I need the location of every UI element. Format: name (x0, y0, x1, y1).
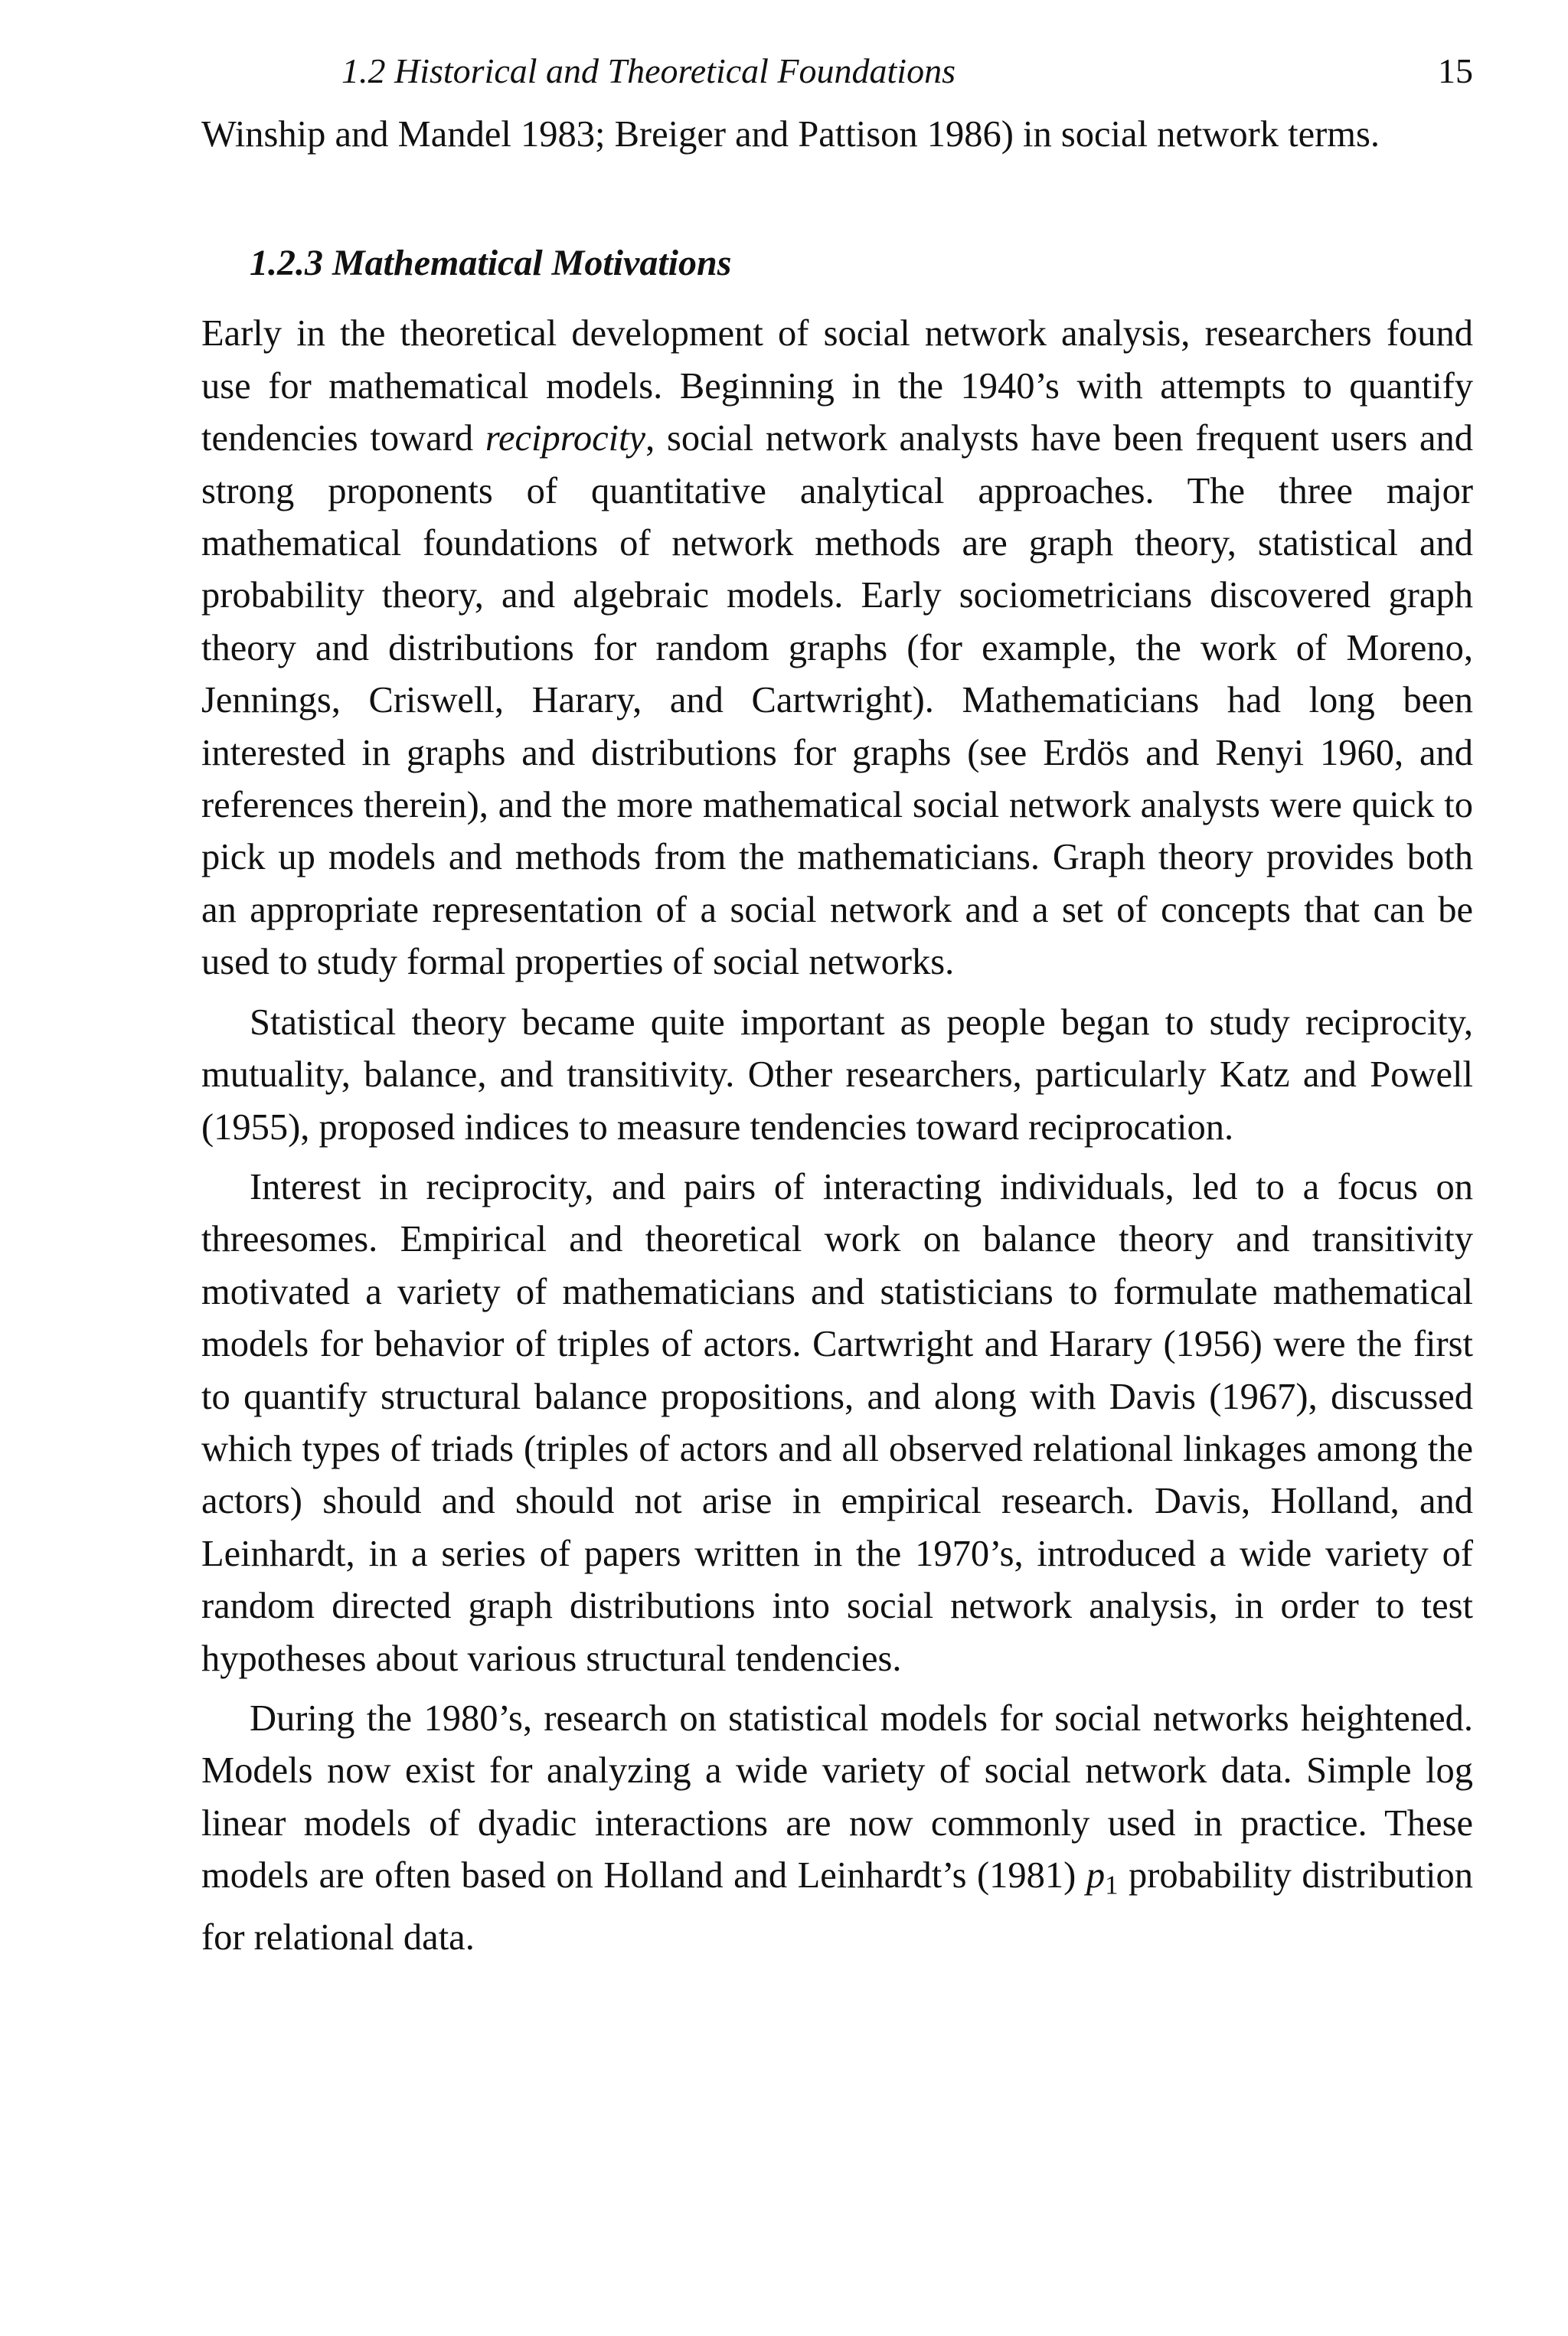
paragraph-1-part-c: , social network analysts have been frequent users and strong proponents of quantitative analytical approaches. The three major mathematical foundations of network methods are graph theory, statistical and probability theory, and algebraic models. Early sociometricians discovered graph theory and distributions for random graphs (for example, the work of Moreno, Jennings, Criswell, Harary, and Cartwright). Mathematicians had long been interested in graphs and distributions for graphs (see Erdös and Renyi 1960, and references therein), and the more mathematical social network analysts were quick to pick up models and methods from the mathematicians. Graph theory provides both an appropriate representation of a social network and a set of concepts that can be used to study formal properties of social networks. (201, 418, 1473, 983)
page-number: 15 (1438, 51, 1473, 90)
paragraph-4-part-c: probability distribution for relational data. (201, 1855, 1474, 1959)
paragraph-3: Interest in reciprocity, and pairs of interacting individuals, led to a focus on threesomes. Empirical and theoretical work on balance theory and transitivity motivated a variety of mathematicians and statisticians to formulate mathematical models for behavior of triples of actors. Cartwright and Harary (1956) were the first to quantify structural balance propositions, and along with Davis (1967), discussed which types of triads (triples of actors and all observed relational linkages among the actors) should and should not arise in empirical research. Davis, Holland, and Leinhardt, in a series of papers written in the 1970’s, introduced a wide variety of random directed graph distributions into social network analysis, in order to test hypotheses about various structural tendencies. (201, 1166, 1473, 1679)
p1-symbol (1086, 1855, 1119, 1900)
paragraph-1-part-a: Early in the theoretical development of social network analysis, researchers found use for mathematical models. Beginning in the 1940’s with attempts to quantify tendencies toward (201, 313, 1473, 459)
reciprocity-term: reciprocity (485, 418, 646, 459)
paragraph-4 (201, 1693, 1473, 1965)
section-gap (201, 161, 1473, 237)
body-text (201, 109, 1473, 1965)
paragraph-1 (201, 308, 1473, 988)
continuation-paragraph: Winship and Mandel 1983; Breiger and Pattison 1986) in social network terms. (201, 114, 1380, 155)
p1-subscript: 1 (1105, 1870, 1119, 1900)
running-title: 1.2 Historical and Theoretical Foundations (341, 51, 956, 90)
section-heading: 1.2.3 Mathematical Motivations (250, 243, 732, 284)
p1-symbol-letter: p (1086, 1855, 1106, 1897)
paragraph-4-part-a: During the 1980’s, research on statistical models for social networks heightened. Models now exist for analyzing a wide variety of social network data. Simple log linear models of dyadic interactions are now commonly used in practice. These models are often based on Holland and Leinhardt’s (1981) (201, 1697, 1473, 1897)
paragraph-2: Statistical theory became quite important as people began to study reciprocity, mutuality, balance, and transitivity. Other researchers, particularly Katz and Powell (1955), proposed indices to measure tendencies toward reciprocation. (201, 1001, 1473, 1148)
running-head (341, 44, 1473, 98)
